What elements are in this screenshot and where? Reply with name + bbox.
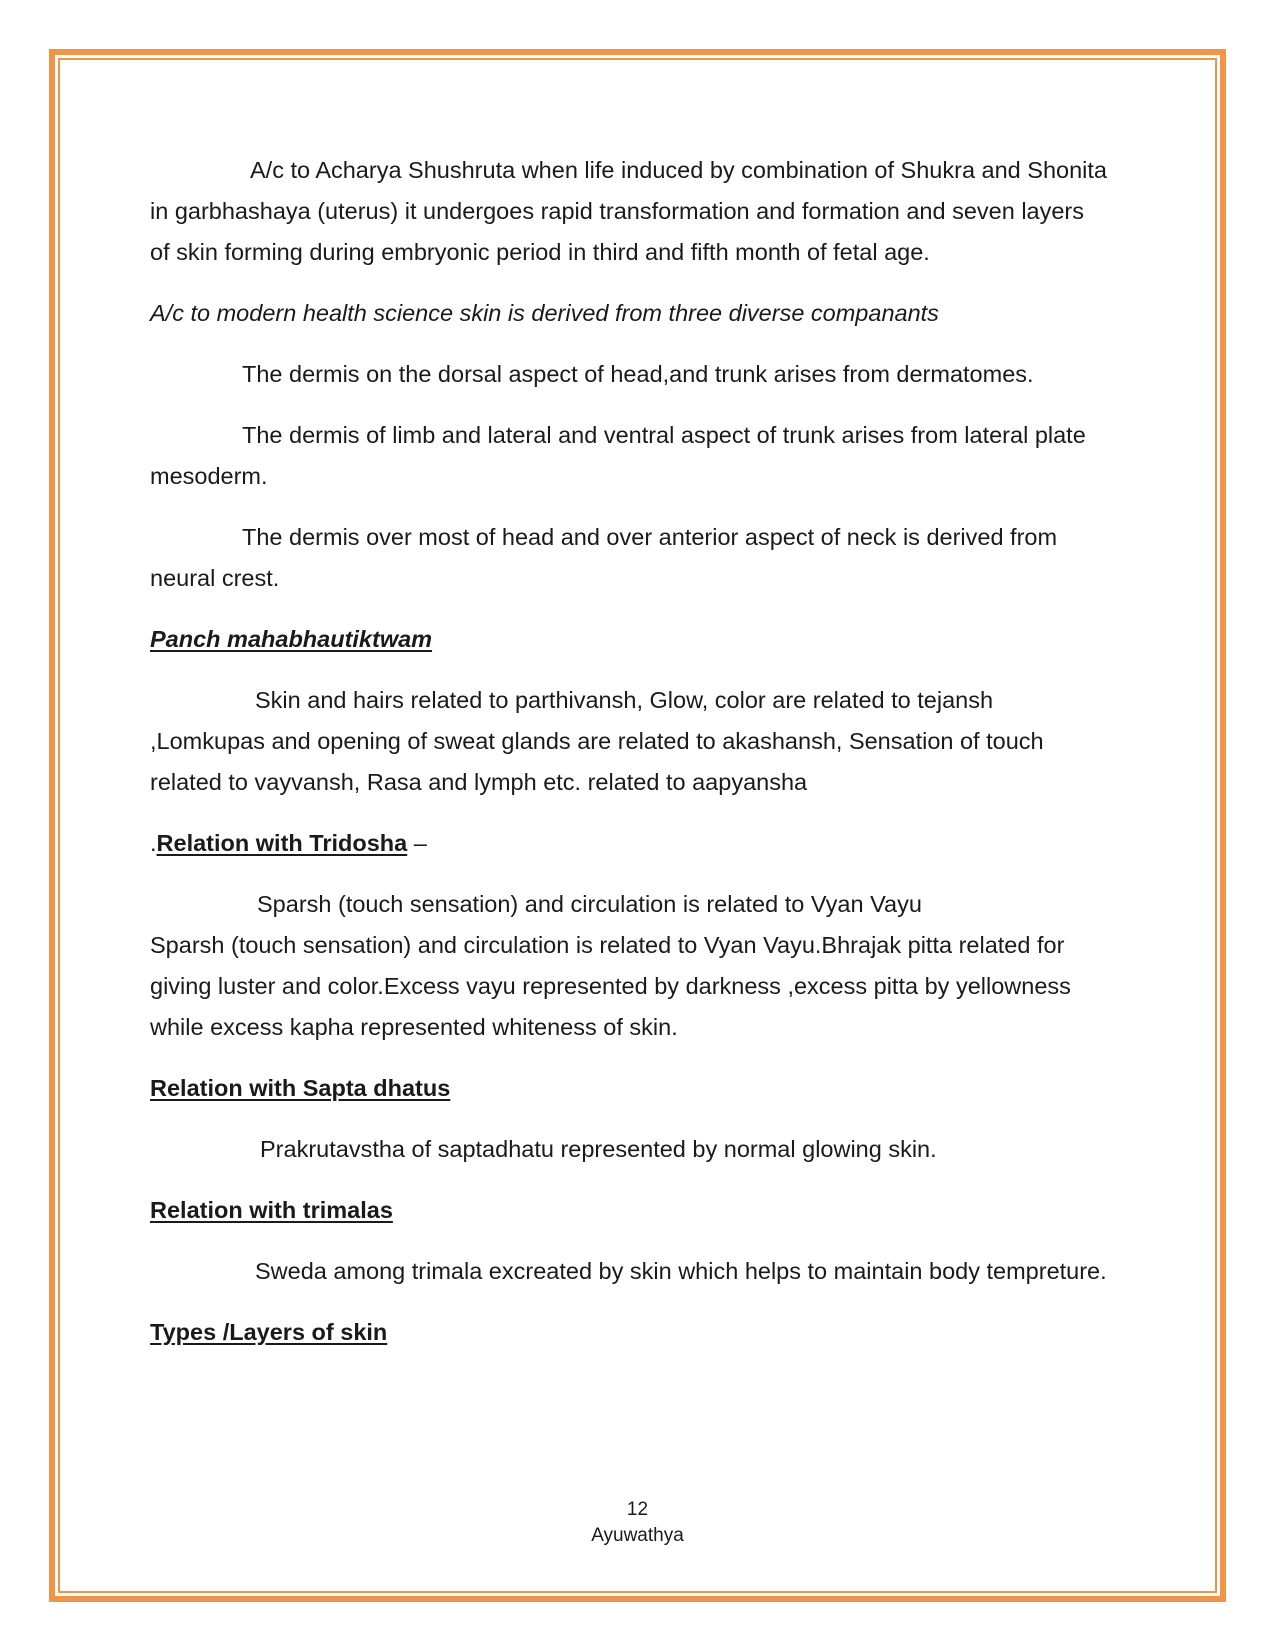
paragraph-modern-science: A/c to modern health science skin is derived from three diverse companants: [150, 300, 939, 326]
paragraph-tridosha: [150, 884, 1110, 1048]
publication-name: Ayuwathya: [591, 1525, 684, 1546]
heading-trimalas-text: Relation with trimalas: [150, 1197, 393, 1223]
paragraph-shushruta: A/c to Acharya Shushruta when life induced by combination of Shukra and Shonita in garbhashaya (uterus) it undergoes rapid transformation and formation and seven layers of skin forming during embryonic period in third and fifth month of fetal age.: [150, 157, 1107, 265]
paragraph-sapta-dhatus: Prakrutavstha of saptadhatu represented by normal glowing skin.: [260, 1136, 937, 1162]
heading-panch-text: Panch mahabhautiktwam: [150, 626, 433, 652]
heading-types-layers: [150, 1312, 1110, 1353]
document-body: [150, 150, 1110, 1373]
heading-panch-mahabhautiktwam: [150, 619, 1110, 660]
heading-tridosha: [150, 823, 1110, 864]
paragraph-neural-crest: The dermis over most of head and over anterior aspect of neck is derived from neural crest.: [150, 524, 1058, 591]
heading-tridosha-prefix: .: [150, 830, 157, 856]
heading-trimalas: [150, 1190, 1110, 1231]
paragraph-trimalas: Sweda among trimala excreated by skin which helps to maintain body tempreture.: [255, 1258, 1107, 1284]
paragraph-tridosha-line1: Sparsh (touch sensation) and circulation is related to Vyan Vayu: [257, 891, 922, 917]
paragraph-mesoderm: The dermis of limb and lateral and ventral aspect of trunk arises from lateral plate mesoderm.: [150, 422, 1086, 489]
heading-types-layers-text: Types /Layers of skin: [150, 1319, 388, 1345]
heading-sapta-dhatus-text: Relation with Sapta dhatus: [150, 1075, 451, 1101]
heading-tridosha-text: Relation with Tridosha: [156, 830, 408, 856]
page-number: 12: [626, 1499, 649, 1520]
heading-tridosha-suffix: –: [407, 830, 427, 856]
heading-sapta-dhatus: [150, 1068, 1110, 1109]
paragraph-dermatomes: The dermis on the dorsal aspect of head,and trunk arises from dermatomes.: [242, 361, 1034, 387]
paragraph-tridosha-rest: Sparsh (touch sensation) and circulation is related to Vyan Vayu.Bhrajak pitta related for giving luster and color.Excess vayu represented by darkness ,excess pitta by yellowness while excess kapha represented whiteness of skin.: [150, 932, 1071, 1040]
paragraph-panch-mahabhuta: Skin and hairs related to parthivansh, Glow, color are related to tejansh ,Lomkupas and opening of sweat glands are related to akashansh, Sensation of touch related to vayvansh, Rasa and lymph etc. related to aapyansha: [150, 687, 1044, 795]
